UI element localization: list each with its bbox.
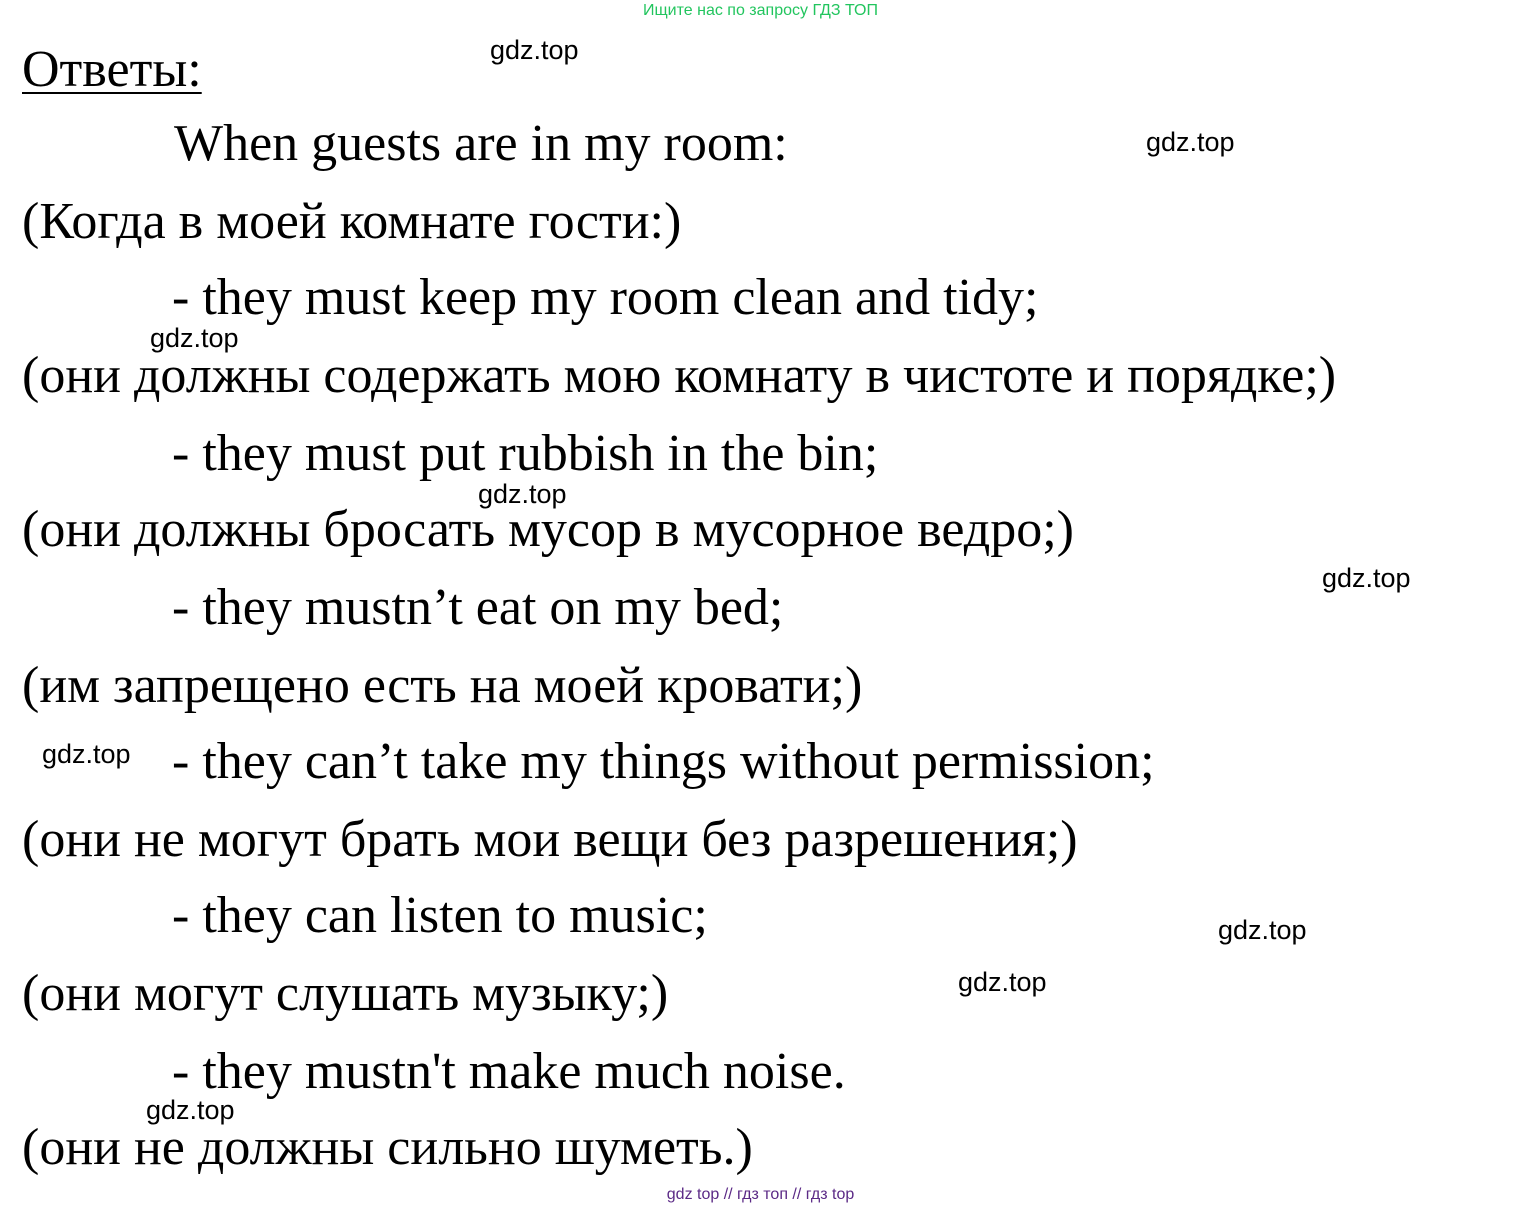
footer-watermark: gdz top // гдз топ // гдз top bbox=[666, 1186, 855, 1203]
watermark: gdz.top bbox=[42, 739, 131, 769]
watermark: gdz.top bbox=[1146, 127, 1235, 157]
watermark: gdz.top bbox=[478, 479, 567, 509]
intro-russian: (Когда в моей комнате гости:) bbox=[22, 193, 682, 250]
rule-russian: (они могут слушать музыку;) bbox=[22, 965, 669, 1022]
top-banner: Ищите нас по запросу ГДЗ ТОП bbox=[643, 2, 878, 19]
answers-heading: Ответы: bbox=[22, 41, 202, 98]
watermark: gdz.top bbox=[150, 323, 239, 353]
watermark: gdz.top bbox=[958, 967, 1047, 997]
watermark: gdz.top bbox=[1322, 563, 1411, 593]
rule-english: - they mustn’t eat on my bed; bbox=[172, 579, 784, 636]
rule-russian: (они должны содержать мою комнату в чистоте и порядке;) bbox=[22, 347, 1337, 404]
intro-english: When guests are in my room: bbox=[174, 115, 788, 172]
rule-english: - they must put rubbish in the bin; bbox=[172, 425, 879, 482]
watermark: gdz.top bbox=[490, 35, 579, 65]
rule-russian: (они не должны сильно шуметь.) bbox=[22, 1119, 753, 1176]
rule-russian: (им запрещено есть на моей кровати;) bbox=[22, 657, 863, 714]
rule-english: - they mustn't make much noise. bbox=[172, 1043, 846, 1100]
watermark: gdz.top bbox=[146, 1095, 235, 1125]
rule-russian: (они не могут брать мои вещи без разрешения;) bbox=[22, 811, 1078, 868]
rule-english: - they can’t take my things without permission; bbox=[172, 733, 1155, 790]
rule-russian: (они должны бросать мусор в мусорное ведро;) bbox=[22, 501, 1074, 558]
watermark: gdz.top bbox=[1218, 915, 1307, 945]
rule-english: - they must keep my room clean and tidy; bbox=[172, 269, 1039, 326]
rule-english: - they can listen to music; bbox=[172, 887, 708, 944]
